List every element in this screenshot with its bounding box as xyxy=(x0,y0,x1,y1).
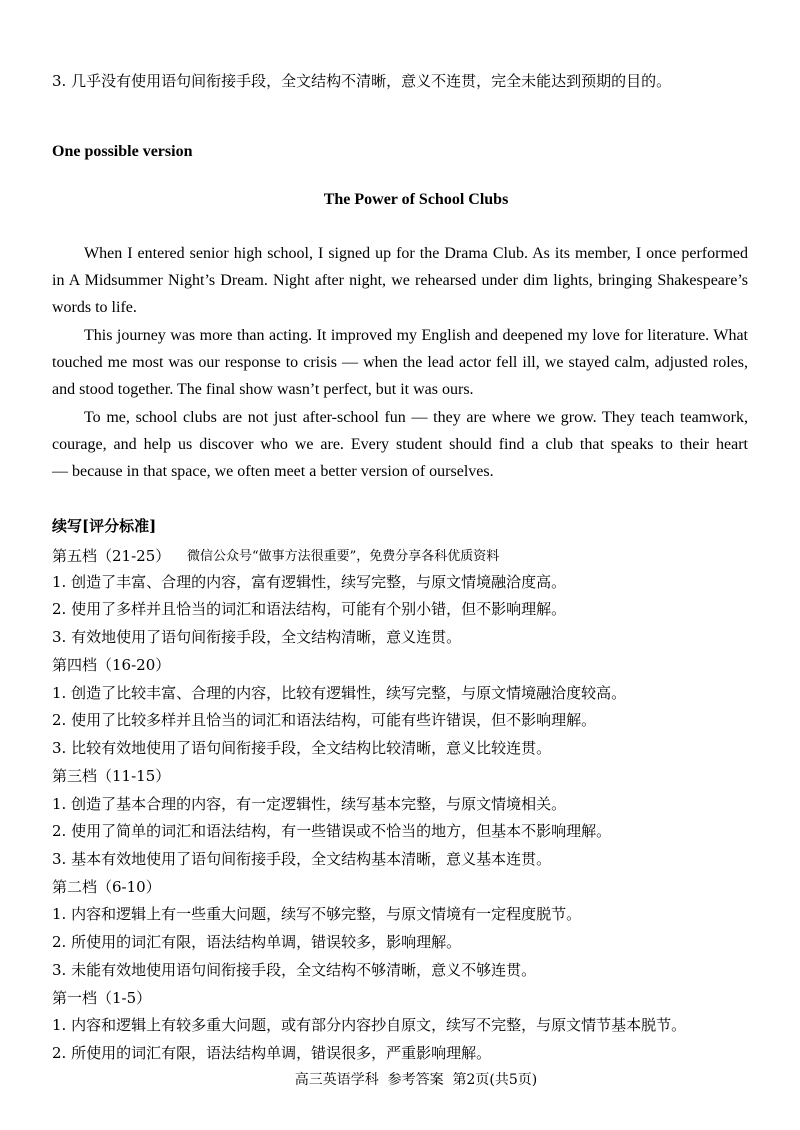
essay-line: in A Midsummer Night’s Dream. Night after night, we rehearsed under dim lights, bringing Shakespeare’s xyxy=(52,272,748,289)
tier-5-item: 1. 创造了丰富、合理的内容，富有逻辑性，续写完整，与原文情境融洽度高。 xyxy=(52,573,567,591)
essay-line: When I entered senior high school, I signed up for the Drama Club. As its member, I once performed xyxy=(84,245,748,262)
essay-line: touched me most was our response to crisis — when the lead actor fell ill, we stayed calm, adjusted roles, xyxy=(52,354,748,371)
tier-5-item: 3. 有效地使用了语句间衔接手段，全文结构清晰，意义连贯。 xyxy=(52,628,462,646)
tier-1-item: 1. 内容和逻辑上有较多重大问题，或有部分内容抄自原文，续写不完整，与原文情节基本脱节。 xyxy=(52,1016,687,1034)
tier-3-item: 1. 创造了基本合理的内容，有一定逻辑性，续写基本完整，与原文情境相关。 xyxy=(52,795,567,813)
tier-2-item: 3. 未能有效地使用语句间衔接手段，全文结构不够清晰，意义不够连贯。 xyxy=(52,961,537,979)
essay-line: words to life. xyxy=(52,299,137,316)
essay-line: This journey was more than acting. It improved my English and deepened my love for literature. What xyxy=(84,327,748,344)
tier-1-item: 2. 所使用的词汇有限，语法结构单调，错误很多，严重影响理解。 xyxy=(52,1044,492,1062)
essay-line: — because in that space, we often meet a better version of ourselves. xyxy=(52,463,494,480)
tier-3-label: 第三档（11-15） xyxy=(52,767,171,785)
tier-3-item: 3. 基本有效地使用了语句间衔接手段，全文结构基本清晰，意义基本连贯。 xyxy=(52,850,552,868)
page-footer: 高三英语学科 参考答案 第2页(共5页) xyxy=(294,1072,538,1088)
tier-4-item: 2. 使用了比较多样并且恰当的词汇和语法结构，可能有些许错误，但不影响理解。 xyxy=(52,711,597,729)
tier-5-label: 第五档（21-25） xyxy=(52,547,171,565)
version-heading: One possible version xyxy=(52,143,193,160)
rubric-heading: 续写[评分标准] xyxy=(52,517,157,535)
tier-4-item: 3. 比较有效地使用了语句间衔接手段，全文结构比较清晰，意义比较连贯。 xyxy=(52,739,552,757)
essay-line: To me, school clubs are not just after-school fun — they are where we grow. They teach teamwork, xyxy=(84,409,748,426)
tier-3-item: 2. 使用了简单的词汇和语法结构，有一些错误或不恰当的地方，但基本不影响理解。 xyxy=(52,822,612,840)
tier-5-item: 2. 使用了多样并且恰当的词汇和语法结构，可能有个别小错，但不影响理解。 xyxy=(52,600,567,618)
essay-line: courage, and help us discover who we are. Every student should find a club that speaks to their heart xyxy=(52,436,748,453)
rubric-note: 微信公众号“做事方法很重要”，免费分享各科优质资料 xyxy=(187,549,500,564)
intro-criterion: 3. 几乎没有使用语句间衔接手段，全文结构不清晰，意义不连贯，完全未能达到预期的目的。 xyxy=(52,72,672,90)
tier-4-label: 第四档（16-20） xyxy=(52,656,171,674)
tier-2-label: 第二档（6-10） xyxy=(52,878,161,896)
essay-line: and stood together. The final show wasn’t perfect, but it was ours. xyxy=(52,381,474,398)
tier-1-label: 第一档（1-5） xyxy=(52,989,152,1007)
tier-2-item: 1. 内容和逻辑上有一些重大问题，续写不够完整，与原文情境有一定程度脱节。 xyxy=(52,905,582,923)
tier-4-item: 1. 创造了比较丰富、合理的内容，比较有逻辑性，续写完整，与原文情境融洽度较高。 xyxy=(52,684,627,702)
essay-title: The Power of School Clubs xyxy=(323,191,509,208)
tier-2-item: 2. 所使用的词汇有限，语法结构单调，错误较多，影响理解。 xyxy=(52,933,462,951)
